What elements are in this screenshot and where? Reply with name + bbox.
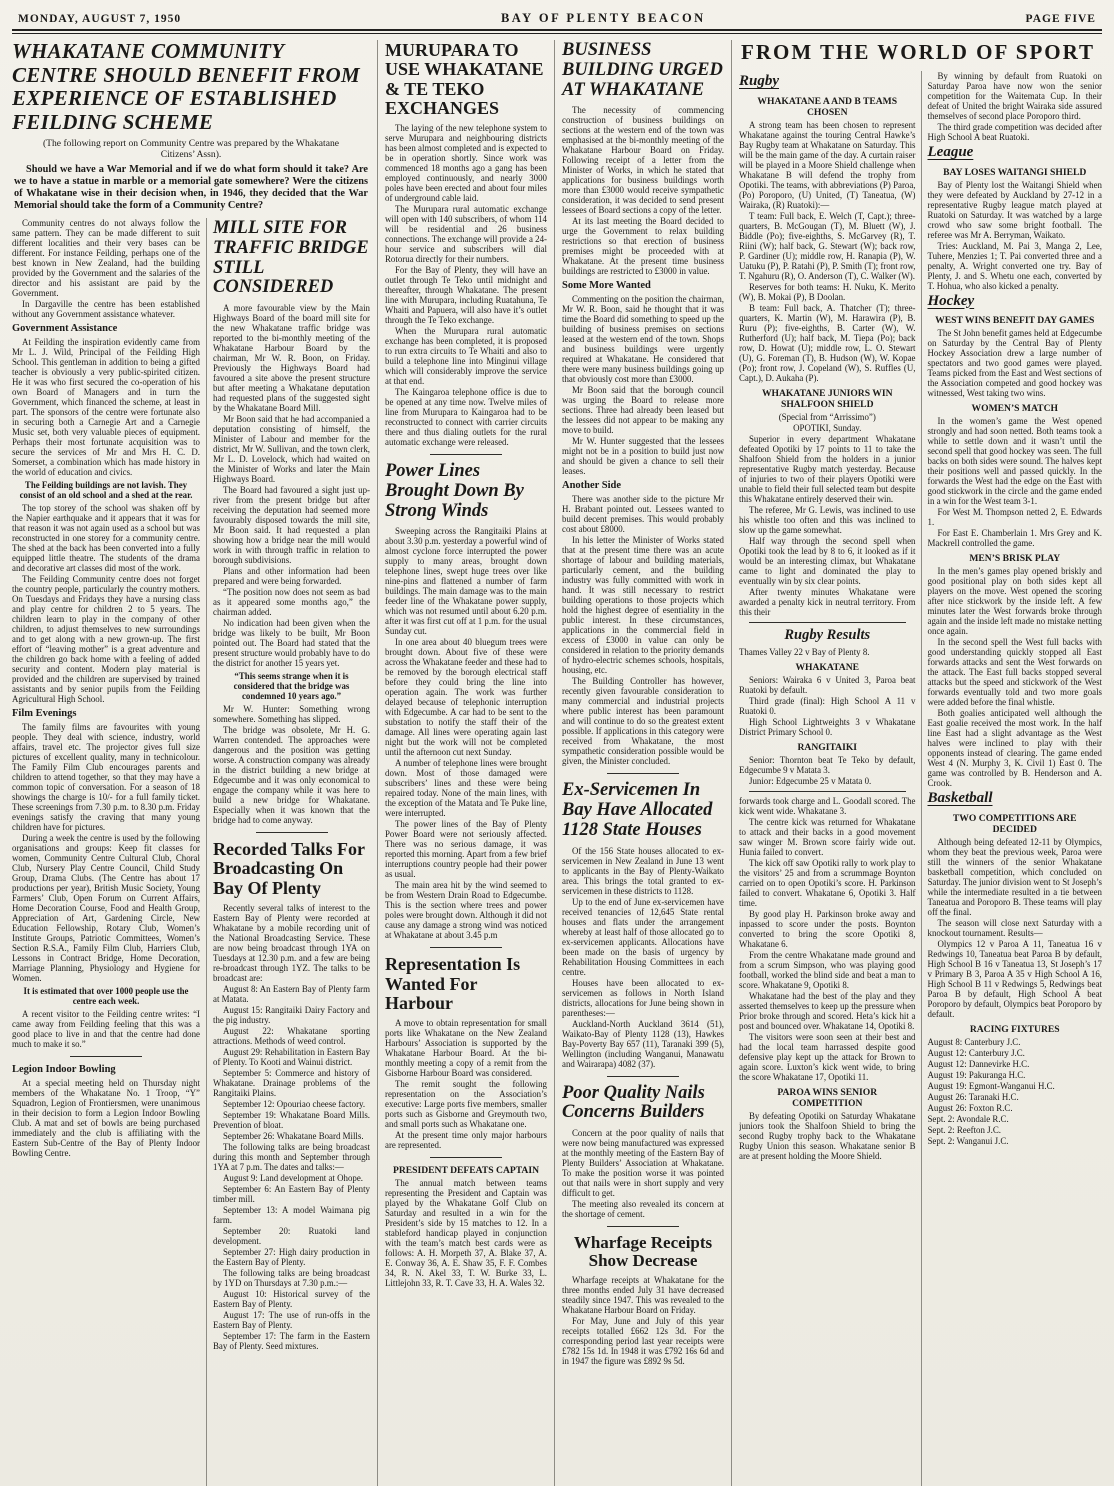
business-building-headline: BUSINESS BUILDING URGED AT WHAKATANE [562, 40, 723, 100]
paragraph: August 9: Land development at Ohope. [223, 1172, 363, 1183]
subheading: WOMEN’S MATCH [971, 403, 1058, 414]
divider [607, 1076, 679, 1077]
page-columns [12, 40, 1102, 1486]
paragraph: Mr W. Hunter: Something wrong somewhere. Something has slipped. [213, 704, 370, 725]
paragraph: Commenting on the position the chairman, Mr W. R. Boon, said he thought that it was time the Board did something to speed up the building of business premises on sections leased at the western end of the town. Shops and business buildings were urgently required at Whakatane. He considered that there were many business buildings going up that obviously cost more than £3000. [562, 294, 724, 385]
paragraph: September 26: Whakatane Board Mills. [223, 1130, 364, 1141]
paragraph: After twenty minutes Whakatane were awarded a penalty kick in neutral territory. From this their [739, 586, 916, 617]
government-assistance-subhead: Government Assistance [12, 323, 118, 335]
paragraph: A more favourable view by the Main Highways Board of the board mill site for the new Whakatane traffic bridge was reported to the bi-monthly meeting of the Whakatane Harbour Board by the chairman, Mr W. R. Boon, on Friday. Previously the Highways Board had favoured a site above the present structure but after meeting a Whakatane deputation had requested plans of the suggested sight by the Whakatane Board Mill. [213, 303, 370, 414]
paragraph: The third grade competition was decided after High School A beat Ruatoki. [927, 122, 1102, 142]
community-byline: (The following report on Community Centre was prepared by the Whakatane Citizens’ Assn). [42, 138, 340, 161]
paragraph: The visitors were soon seen at their best and had the local team harrassed despite good defensive play kept up the attack for Brown to again score. Luxton’s kick went wide, to bring the score Whakatane 17, Opotiki 11. [739, 1031, 916, 1082]
paragraph: A recent visitor to the Feilding centre writes: “I came away from Feilding feeling that this was a good place to live in and that the centre had done much to make it so.” [12, 1009, 200, 1050]
paragraph: For West M. Thompson netted 2, E. Edwards 1. [927, 507, 1102, 527]
divider [430, 947, 502, 948]
subheading: PAROA WINS SENIOR COMPETITION [777, 1086, 878, 1109]
bold-note: The Feilding buildings are not lavish. They consist of an old school and a shed at the rear. [19, 480, 193, 501]
paragraph: September 5: Commerce and history of Whakatane. Drainage problems of the Rangitaiki Plains. [213, 1067, 370, 1098]
paragraph: Sept. 2: Wanganui J.C. [927, 1135, 1009, 1146]
paragraph: August 26: Taranaki H.C. [927, 1091, 1019, 1102]
paragraph: Up to the end of June ex-servicemen have received tenancies of 12,645 State rental houses and flats under the arrangement whereby at least half of those allocated go to ex-servicemen applicants. Allocations have been made on the basis of urgency by Rehabilitation Housing Committees in each centre. [562, 896, 724, 977]
legion-bowling-subhead: Legion Indoor Bowling [12, 1064, 116, 1076]
paragraph: There was another side to the picture Mr H. Brabant pointed out. Lessees wanted to build decent premises. This would probably cost about £8000. [562, 494, 724, 535]
community-centre-article [12, 40, 370, 1486]
paragraph: August 17: The use of run-offs in the Eastern Bay of Plenty. [213, 1309, 370, 1330]
paragraph: The main area hit by the wind seemed to be from Western Drain Road to Edgecumbe. This is the section where trees and power poles were brought down. Although it did not cause any damage a strong wind was noticed at Whakatane at about 3.45 p.m [385, 880, 547, 941]
subheading: RANGITAIKI [797, 741, 858, 753]
paragraph: August 10: Historical survey of the Eastern Bay of Plenty. [213, 1288, 370, 1309]
paragraph: Sept. 2: Avondale R.C. [927, 1113, 1009, 1124]
paragraph: August 15: Rangitaiki Dairy Factory and the pig industry. [213, 1004, 370, 1025]
paragraph: forwards took charge and L. Goodall scored. The kick went wide. Whakatane 3. [739, 795, 916, 816]
mill-site-headline: MILL SITE FOR TRAFFIC BRIDGE STILL CONSIDERED [213, 218, 369, 298]
header-double-rule [12, 29, 1102, 34]
paragraph: Bay of Plenty lost the Waitangi Shield when they were defeated by Auckland by 27-12 in a representative Rugby league match played at Ruatoki on Saturday. It was watched by a large crowd who saw some bright football. The referee was Mr A. Berryman, Waikato. [927, 179, 1102, 240]
page-header [12, 8, 1102, 28]
paragraph: Superior in every department Whakatane defeated Opotiki by 17 points to 11 to take the Shalfoon Shield from the holders in a junior representative Rugby match yesterday. Because of injuries to two of their players Opotiki were unable to field their full selected team but despite this Whakatane entirely deserved their win. [739, 433, 916, 504]
paragraph: The kick off saw Opotiki rally to work play to the visitors’ 25 and from a scrummage Boynton carried on to open Opotiki’s score. H. Parkinson failed to convert. Whakatane 6, Opotiki 3. Half time. [739, 857, 916, 908]
divider [256, 832, 328, 833]
paragraph: Of the 156 State houses allocated to ex-servicemen in New Zealand in June 13 went to applicants in the Bay of Plenty-Waikato area. This brings the total granted to ex-servicemen in these districts to 1128. [562, 845, 724, 896]
sport-section-headline: FROM THE WORLD OF SPORT [741, 40, 1096, 64]
paragraph: The bridge was obsolete, Mr H. G. Warren contended. The approaches were dangerous and the position was getting worse. A construction company was already in the district building a new bridge at Edgecumbe and it was only economical to engage the company while it was here to build a new bridge for Whakatane. Especially when it was known that the bridge had to come anyway. [213, 725, 370, 826]
paragraph: September 19: Whakatane Board Mills. Prevention of bloat. [213, 1109, 370, 1130]
masthead: BAY OF PLENTY BEACON [500, 11, 706, 25]
paragraph: Both goalies anticipated well although the East goalie received the most work. In the half line East had a slight advantage as the West halves were inclined to play with their opponents instead of clearing. The game ended West 4 (N. Murphy 3, K. Civil 1) East 0. The game was controlled by B. Henderson and A. Crook. [927, 708, 1102, 788]
paragraph: The following talks are being broadcast during this month and September through 1YA at 7 p.m. The dates and talks:— [213, 1141, 370, 1172]
sport-column-left [739, 71, 921, 1486]
paragraph: Community centres do not always follow the same pattern. They can be made different to suit different localities and their very bases can be different. For instance Feilding, perhaps one of the best known in New Zealand, had the building provided by the Government and the salaries of the director and his assistant are paid by the Government. [12, 218, 200, 299]
column-4 [554, 40, 724, 1486]
paragraph: By defeating Opotiki on Saturday Whakatane juniors took the Shalfoon Shield to bring the second Rugby trophy back to the Whakatane Rugby Union this season. Whakatane senior B are at present holding the Moore Shield. [739, 1110, 916, 1161]
divider [607, 773, 679, 774]
hockey-section-heading: Hockey [927, 292, 975, 309]
paragraph: September 27: High dairy production in the Eastern Bay of Plenty. [213, 1246, 370, 1267]
paragraph: The remit sought the following representation on the Association’s executive: Large ports five members, smaller ports such as Gisborne and Greymouth two, and small ports such as Whakatane one. [385, 1079, 547, 1130]
paragraph: Whakatane had the best of the play and they asserted themselves to keep up the pressure when Prior broke through and scored. Heta’s kick hit a post and bounced over. Whakatane 14, Opotiki 8. [739, 990, 916, 1031]
rugby-section-heading: Rugby [739, 73, 780, 89]
paragraph: Senior: Thornton beat Te Teko by default, Edgecumbe 9 v Matata 3. [739, 754, 916, 775]
divider [607, 1226, 679, 1227]
paragraph: August 12: Dannevirke H.C. [927, 1058, 1030, 1069]
paragraph: August 19: Pakuranga H.C. [927, 1069, 1026, 1080]
divider [70, 1056, 142, 1057]
paragraph: September 13: A model Waimana pig farm. [213, 1204, 370, 1225]
paragraph: The Board had favoured a sight just up-river from the present bridge but after receiving the deputation had seemed more favourably disposed towards the mill site, Mr Boon said. It had requested a plan showing how a bridge near the mill would work in with through traffic in relation to borough subdivisions. [213, 485, 370, 566]
paragraph: The Kaingaroa telephone office is due to be opened at any time now. Twelve miles of line from Murupara to Kaingaroa had to be reconstructed to connect with carrier circuits there and thus dialing outlets for the rural automatic exchange were released. [385, 387, 547, 447]
paragraph: Sweeping across the Rangitaiki Plains at about 3.30 p.m. yesterday a powerful wind of almost cyclone force interrupted the power supply to many areas, brought down telephone lines, swept huge trees over like nine-pins and flattened a number of farm buildings. The main damage was to the main feeder line of the Whakatane power supply, which was not resumed until about 6.20 p.m. after it was first cut off at 1 p.m. for the usual Sunday cut. [385, 526, 547, 637]
paragraph: The top storey of the school was shaken off by the Napier earthquake and it appears that it was for that reason it was not again used as a school but was reconstructed in one storey for a community centre. The shed at the back has been converted into a fully equipped little theatre. The students of the drama and decorative art classes did most of the work. [12, 503, 200, 574]
paragraph: T team: Full back, E. Welch (T, Capt.); three-quarters, B. McGougan (T), M. Bluett (W), J. Biddle (Po); five-eighths, S. McGarvey (R), T. Riini (W); half back, G. Stewart (W); back row, P. Gardiner (U); middle row, H. Ranapia (P), W. Uatuku (P), P. Ratahi (P), P. Smith (T); front row, T. Ngahuru (R), O. Anderson (T), C. Walker (W). [739, 210, 916, 281]
paragraph: A strong team has been chosen to represent Whakatane against the touring Central Hawke’s Bay Rugby team at Whakatane on Saturday. This will be the main game of the day. A curtain raiser will be played in a Moore Shield challenge when Whakatane B will defend the trophy from Opotiki. The teams, with abbreviations (P) Paroa, (Po) Poroporo, (U) United, (T) Taneatua, (W) Wairaka, (R) Ruatoki):— [739, 119, 916, 210]
sport-columns [739, 71, 1102, 1486]
paragraph: The annual match between teams representing the President and Captain was played by the Whakatane Golf Club on Saturday and resulted in a win for the President’s side by 15 matches to 12. In a stableford handicap played in conjunction with the team’s match best cards were as follows: A. H. Morpeth 37, A. Blake 37, A. E. Conway 36, A. E. Shaw 35, F. F. Combes 34, R. N. Akel 33, T. W. Burke 33, L. Littlejohn 33, R. T. Cave 33, H. A. Wales 32. [385, 1178, 547, 1289]
page-number: PAGE FIVE [1025, 13, 1096, 25]
page-date: MONDAY, AUGUST 7, 1950 [18, 13, 182, 25]
another-side-subhead: Another Side [562, 480, 622, 492]
divider [430, 454, 502, 455]
centered-note: (Special from “Arrissimo”) [778, 411, 876, 422]
paragraph: For the Bay of Plenty, they will have an outlet through Te Teko until midnight and thereafter, through Whakatane. The present line with Murupara, including Ruatahuna, Te Whaiti and Papuera, will also have it’s outlet through the Te Teko exchange. [385, 265, 547, 325]
power-lines-headline: Power Lines Brought Down By Strong Winds [385, 461, 524, 521]
paragraph: August 29: Rehabilitation in Eastern Bay of Plenty. To Kooti and Wainui district. [213, 1046, 370, 1067]
paragraph: By good play H. Parkinson broke away and inpassed to score under the posts. Boynton converted to bring the score Opotiki 8, Whakatane 6. [739, 908, 916, 949]
paragraph: The season will close next Saturday with a knockout tournament. Results— [927, 917, 1102, 938]
paragraph: At Feilding the inspiration evidently came from Mr L. J. Wild, Principal of the Feilding High School. This gentleman in addition to being a gifted teacher is obviously a very public-spirited citizen. He it was who first secured the co-operation of his own Board of Managers and in turn the Government, which financed the scheme, at least in part. The sponsors of the centre were fortunate also in securing both a Carnegie Art and a Carnegie Music set, both very valuable pieces of equipment. Perhaps their most fortunate acquisition was to secure the services of Mr and Mrs H. C. D. Somerset, a combination which has made history in the world of education and civics. [12, 337, 200, 478]
paragraph: Wharfage receipts at Whakatane for the three months ended July 31 have decreased steadily since 1947. This was revealed to the Whakatane Harbour Board on Friday. [562, 1274, 724, 1315]
paragraph: For East E. Chamberlain 1. Mrs Grey and K. Mackrell controlled the game. [927, 528, 1102, 548]
golf-subhead: PRESIDENT DEFEATS CAPTAIN [392, 1165, 540, 1177]
paragraph: A number of telephone lines were brought down. Most of those damaged were subscribers’ lines and these were being repaired today. None of the main lines, with the exception of the Matata and Te Puke line, were interrupted. [385, 758, 547, 819]
paragraph: Houses have been allocated to ex-servicemen as follows in North Island districts, allocations for June being shown in parentheses:— [562, 977, 724, 1018]
paragraph: The St John benefit games held at Edgecumbe on Saturday by the Central Bay of Plenty Hockey Association drew a large number of spectators and two good games were played. Teams picked from the East and West sections of the Association competed and good hockey was witnessed, West taking two wins. [927, 328, 1102, 398]
column-1 [12, 218, 200, 1486]
paragraph: No indication had been given when the bridge was likely to be built, Mr Boon pointed out. The Board had stated that the present structure would probably have to do the district for another 15 years yet. [213, 618, 370, 669]
centered-note: OPOTIKI, Sunday. [793, 422, 862, 433]
paragraph: The Feilding Community centre does not forget the country people, particularly the country mothers. On Tuesdays and Fridays they have a nursing class and play centre for children 2 to 5 years. The children learn to play in the company of other children, to adjust themselves to new surroundings and to get along with a new grown-up. The first effort of “leaving mother” is a great adventure and the children go back home with a feeling of added security and content. Modern play material is provided and the children are supervised by trained assistants and by senior pupils from the Feilding Agricultural High School. [12, 574, 200, 705]
paragraph: At its last meeting the Board decided to urge the Government to relax building restrictions so that erection of business premises might be proceeded with at Whakatane. At the present time business buildings are restricted to £3000 in value. [562, 216, 724, 277]
paragraph: By winning by default from Ruatoki on Saturday Paroa have now won the senior competition for the Waitemata Cup. In their defeat of United the bright Wairaka side assured themselves of second place Poroporo third. [927, 71, 1102, 121]
paragraph: The laying of the new telephone system to serve Murupara and neighbouring districts has been almost completed and is expected to be in operation shortly. Since work was commenced 18 months ago a gang has been employed continuously, and nearly 3000 poles have been erected and about four miles of underground cable laid. [385, 123, 547, 203]
subheading: TWO COMPETITIONS ARE DECIDED [952, 812, 1077, 835]
paragraph: August 12: Canterbury J.C. [927, 1047, 1025, 1058]
paragraph: Mr Boon said that he had accompanied a deputation consisting of himself, the Minister of Labour and member for the district, Mr W. Sullivan, and the town clerk, Mr L. D. Lovelock, which had waited on the Minister of Works and later the Main Highways Board. [213, 414, 370, 485]
paragraph: Junior: Edgecumbe 25 v Matata 0. [749, 775, 872, 786]
ex-servicemen-headline: Ex-Servicemen In Bay Have Allocated 1128 State Houses [562, 780, 713, 840]
paragraph: B team: Full back, A. Thatcher (T); three-quarters, K. Martin (W), M. Harawira (P), B. Ruru (P); five-eighths, B. Carter (W), W. Rutherford (U); half back, M. Tiepa (Po); back row, D. Howat (U); middle row, L. O. Stewart (U), G. Foreman (T), B. Hudson (W), W. Kopae (Po); front row, J. Copeland (W), S. Ruffles (U, Capt.), D. Aukaha (P). [739, 302, 916, 383]
paragraph: In one area about 40 bluegum trees were brought down. About five of these were across the Whakatane feeder and these had to be removed by the borough electrical staff before they could bring the line into operation again. The work was further delayed because of telephonic interruption with Edgecumbe. A car had to be sent to the substation to notify the staff their of the damage. All lines were operating again last night but the work will not be completed until the afternoon cut next Sunday. [385, 637, 547, 758]
paragraph: A move to obtain representation for small ports like Whakatane on the New Zealand Harbours’ Association is supported by the Whakatane Harbour Board. At the bi-monthly meeting a copy of a remit from the Gisborne Harbour Board was considered. [385, 1018, 547, 1079]
divider [749, 622, 906, 623]
some-more-wanted-subhead: Some More Wanted [562, 280, 651, 292]
paragraph: September 17: The farm in the Eastern Bay of Plenty. Seed mixtures. [213, 1330, 370, 1351]
paragraph: Reserves for both teams: H. Nuku, K. Merito (W), B. Mokai (P), B Doolan. [739, 281, 916, 302]
paragraph: Auckland-North Auckland 3614 (51), Waikato-Bay of Plenty 1128 (13), Hawkes Bay-Poverty Bay 657 (11), Taranaki 399 (5), Wellington (including Wanganui, Manawatu and Wairarapa) 4082 (37). [562, 1018, 724, 1069]
paragraph: The family films are favourites with young people. They deal with science, industry, world affairs, travel etc. The projector gives full size pictures of excellent quality, many in technicolour. The Family Film Club encourages parents and children to attend together, so that they may have a common topic of conversation. For a season of 18 showings the charge is 10/- for a full family ticket. These screenings from 7.30 p.m. to 8.30 p.m. Friday evenings satisfy the craving that many young children have for pictures. [12, 722, 200, 833]
basketball-section-heading: Basketball [927, 790, 993, 806]
divider [749, 791, 906, 792]
wharfage-headline: Wharfage Receipts Show Decrease [573, 1233, 713, 1271]
paragraph: Recently several talks of interest to the Eastern Bay of Plenty were recorded at Whakatane by a mobile recording unit of the National Broadcasting Service. These are now being broadcast through 1YA on Tuesdays at 12.30 p.m. and a few are being re-broadcast through 1YZ. The talks to be broadcast are: [213, 902, 370, 983]
paragraph: From the centre Whakatane made ground and from a scrum Simpson, who was playing good football, worked the blind side and beat a man to score. Whakatane 9, Opotiki 8. [739, 949, 916, 990]
rugby-results-heading: Rugby Results [784, 626, 871, 643]
paragraph: Half way through the second spell when Opotiki took the lead by 8 to 6, it looked as if it would be an interesting climax, but Whakatane came to light and dominated the play to eventually win by six clear points. [739, 535, 916, 586]
paragraph: August 19: Egmont-Wanganui H.C. [927, 1080, 1055, 1091]
paragraph: Seniors: Wairaka 6 v United 3, Paroa beat Ruatoki by default. [739, 674, 916, 695]
paragraph: Concern at the poor quality of nails that were now being manufactured was expressed at the monthly meeting of the Eastern Bay of Plenty Builders’ Association at Whakatane. To make the position worse it was pointed out that nails were in short supply and very difficult to get. [562, 1128, 724, 1199]
paragraph: The necessity of commencing construction of business buildings on sections at the western end of the town was emphasised at the bi-monthly meeting of the Whakatane Harbour Board on Friday. Following receipt of a letter from the Minister of Works, in which he stated that applications for business buildings worth more than £3000 would receive sympathetic consideration, it was decided to send present lessees of Board sections a copy of the letter. [562, 105, 724, 216]
paragraph: At a special meeting held on Thursday night members of the Whakatane No. 1 Troop, “Y” Squadron, Legion of Frontiersmen, were unanimous in their decision to form a Legion Indoor Bowling Club. A mat and set of bowls are being purchased immediately and the club is affiliating with the Eastern Sub-Centre of the Bay of Plenty Indoor Bowling Centre. [12, 1078, 200, 1159]
paragraph: The following talks are being broadcast by 1YD on Thursdays at 7.30 p.m.:— [213, 1267, 370, 1288]
murupara-headline: MURUPARA TO USE WHAKATANE & TE TEKO EXCHANGES [385, 40, 544, 118]
paragraph: In the women’s game the West opened strongly and had soon netted. Both teams took a while to settle down and it wasn’t until the second spell that good hockey was seen. The full backs on both sides were sound. The halves kept their positions well and passed quickly. In the forwards the West had the edge on the East with good stickwork in the circle and the game ended in a win for the West team 3-1. [927, 416, 1102, 506]
bold-note: It is estimated that over 1000 people use the centre each week. [23, 986, 189, 1007]
film-evenings-subhead: Film Evenings [12, 708, 77, 720]
paragraph: August 22: Whakatane sporting attractions. Methods of weed control. [213, 1025, 370, 1046]
paragraph: September 20: Ruatoki land development. [213, 1225, 370, 1246]
paragraph: Thames Valley 22 v Bay of Plenty 8. [739, 646, 870, 657]
paragraph: In his letter the Minister of Works stated that at the present time there was an acute shortage of labour and building materials, particularly cement, and the building industry was fully committed with work in hand. It was still necessary to restrict building operations to those projects which hold the highest degree of esentiality in the public interest. In these circumstances, applications in the commercial field in excess of £3000 in value can only be considered in relation to the priority demands of hydro-electric schemes schools, hospitals, housing, etc. [562, 535, 724, 676]
nails-headline: Poor Quality Nails Concerns Builders [562, 1082, 705, 1123]
paragraph: Olympics 12 v Paroa A 11, Taneatua 16 v Redwings 10, Taneatua beat Paroa B by default, High School B 16 v Taneatua 13, St Joseph’s 17 v Primary B 3, Paroa A 35 v High School A 16, High School B 11 v Redwings 5, Redwings beat Paroa B by default, High School A beat Poroporo by default, Olympics beat Poroporo by default. [927, 938, 1102, 1019]
community-headline: WHAKATANE COMMUNITY CENTRE SHOULD BENEFIT FROM EXPERIENCE OF ESTABLISHED FEILDING SCHEME [12, 40, 360, 134]
paragraph: Third grade (final): High School A 11 v Ruatoki 0. [739, 695, 916, 716]
paragraph: The Murupara rural automatic exchange will open with 140 subscribers, of whom 114 will be residential and 26 business connections. The exchange will provide a 24-hour service and subscribers will dial Rotorua directly for their numbers. [385, 204, 547, 264]
community-columns [12, 218, 370, 1486]
paragraph: The referee, Mr G. Lewis, was inclined to use his whistle too often and this was inclined to slow up the game somewhat. [739, 504, 916, 535]
paragraph: In the second spell the West full backs with good understanding quickly stopped all East forwards attacks and sent the West forwards on the attack. The East full backs stopped several attacks but the speed and stickwork of the West forwards eventually told and two more goals were added before the final whistle. [927, 637, 1102, 707]
sport-column-right [921, 71, 1103, 1486]
paragraph: Mr Boon said that the borough council was urging the Board to release more sections. Three had already been leased but the lessees did not appear to be making any move to build. [562, 385, 724, 436]
paragraph: Mr W. Hunter suggested that the lessees might not be in a position to build just now and should be given a chance to sell their leases. [562, 436, 724, 477]
subheading: WHAKATANE JUNIORS WIN SHALFOON SHIELD [761, 387, 893, 410]
paragraph: Although being defeated 12-11 by Olympics, whom they beat the previous week, Paroa were still the winners of the senior Whakatane basketball competition, which concluded on Saturday. The junior division went to St Joseph’s while the intermediate resulted in a tie between Taneatua and Poroporo B. These teams will play off the final. [927, 836, 1102, 917]
subheading: WHAKATANE A AND B TEAMS CHOSEN [757, 95, 898, 118]
bold-note: “This seems strange when it is considered that the bridge was condemned 10 years ago.” [233, 671, 350, 702]
paragraph: September 6: An Eastern Bay of Plenty timber mill. [213, 1183, 370, 1204]
subheading: RACING FIXTURES [969, 1023, 1060, 1035]
sport-section [731, 40, 1102, 1486]
divider [430, 1157, 502, 1158]
column-2 [206, 218, 370, 1486]
league-section-heading: League [927, 144, 974, 160]
paragraph: The power lines of the Bay of Plenty Power Board were not seriously affected. There was no serious damage, it was reported this morning. Apart from a few brief interruptions country people had their power as usual. [385, 819, 547, 880]
subheading: WEST WINS BENEFIT DAY GAMES [935, 315, 1095, 326]
column-3 [377, 40, 547, 1486]
paragraph: When the Murupara rural automatic exchange has been completed, it is proposed to run extra circuits to Te Whaiti and also to build a telephone line into Minginui village which will considerably improve the service at that end. [385, 326, 547, 386]
paragraph: During a week the centre is used by the following organisations and groups: Keep fit classes for women, Community Centre Cultural Club, Choral Club, Nursery Play Centre Council, Child Study Group, Drama Clubs. (The Centre has about 17 productions per year), British Music Society, Young Farmers’ Club, Open Forum on Current Affairs, Home Decoration Course, Food and Health Group, Appreciation of Art, Gardening Circle, New Education Fellowship, Rotary Club, Women’s Institute Groups, Patriotic Committees, Women’s Section R.S.A., Family Film Club, Harriers Club, Lessons in Contract Bridge, Home Decoration, Marriage Planning, Physiology and Hygiene for Women. [12, 833, 200, 984]
paragraph: The Building Controller has however, recently given favourable consideration to many commercial and industrial projects where public interest has been paramount and will continue to do so the greatest extent possible. If applications in this category were received from Whakatane, the most sympathetic consideration possible would be given, the Minister concluded. [562, 676, 724, 767]
paragraph: August 8: Canterbury J.C. [927, 1036, 1021, 1047]
paragraph: At the present time only major harbours are represented. [385, 1130, 547, 1151]
paragraph: The meeting also revealed its concern at the shortage of cement. [562, 1199, 724, 1220]
paragraph: In the men’s games play opened briskly and good positional play on both sides kept all players on the move. West opened the scoring after nice stickwork by the inside left. A few minutes later the West forwards broke through again and the inside left made no mistake netting once again. [927, 566, 1102, 636]
paragraph: For May, June and July of this year receipts totalled £662 12s 3d. For the corresponding period last year receipts were £782 15s 1d. In 1948 it was £792 16s 6d and in 1947 the figure was £892 9s 5d. [562, 1315, 724, 1366]
paragraph: August 8: An Eastern Bay of Plenty farm at Matata. [213, 983, 370, 1004]
subheading: MEN’S BRISK PLAY [969, 553, 1061, 564]
subheading: BAY LOSES WAITANGI SHIELD [943, 166, 1087, 178]
paragraph: In Dargaville the centre has been established without any Government assistance whatever. [12, 299, 200, 320]
subheading: WHAKATANE [795, 661, 860, 673]
paragraph: “The position now does not seem as bad as it appeared some months ago,” the chairman added. [213, 587, 370, 618]
paragraph: August 26: Foxton R.C. [927, 1102, 1013, 1113]
harbour-representation-headline: Representation Is Wanted For Harbour [385, 954, 521, 1013]
paragraph: Sept. 2: Reefton J.C. [927, 1124, 1001, 1135]
community-lead: Should we have a War Memorial and if we do what form should it take? Are we to have a statue in marble or a memorial gate somewhere? Were the citizens of Whakatane wise in their decision when, in 1946, they decided that the War Memorial should take the form of a Community Centre? [14, 164, 368, 212]
recorded-talks-headline: Recorded Talks For Broadcasting On Bay Of Plenty [213, 839, 365, 898]
paragraph: Plans and other information had been prepared and were being forwarded. [213, 566, 370, 587]
paragraph: Tries: Auckland, M. Pai 3, Manga 2, Lee, Tuhere, Menzies 1; T. Pai converted three and a penalty, A. Wright converted one try. Bay of Plenty, J. and S. Whetu one each, converted by T. Hohua, who also kicked a penalty. [927, 240, 1102, 291]
paragraph: High School Lightweights 3 v Whakatane District Primary School 0. [739, 716, 916, 737]
paragraph: The centre kick was returned for Whakatane to attack and their backs in a good movement saw winger M. Brown score fairly wide out. Hunia failed to convert. [739, 816, 916, 857]
paragraph: September 12: Opouriao cheese factory. [223, 1098, 366, 1109]
